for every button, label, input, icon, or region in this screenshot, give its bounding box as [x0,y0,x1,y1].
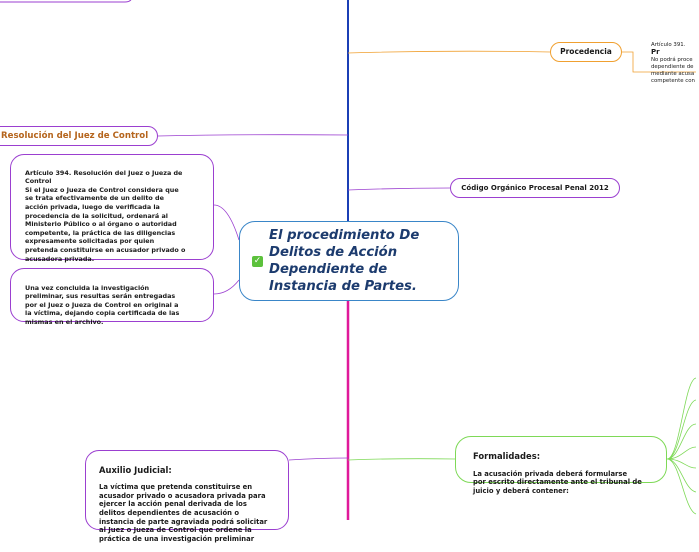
art391-body: No podrá proce dependiente de mediante acusa competente con [651,57,695,84]
investigacion-link [214,280,239,294]
checkmark-icon: ✓ [253,255,262,266]
formalidades-link [348,459,455,460]
central-topic-title: El procedimiento De Delitos de Acción Dependiente de Instancia de Partes. [269,228,420,294]
topic-resolucion-label: Resolución del Juez de Control [1,131,149,141]
topic-procedencia-label: Procedencia [560,47,612,56]
procedencia-link [348,51,550,53]
codigo-label: Código Orgánico Procesal Penal 2012 [461,184,609,192]
formalidades-text: La acusación privada deberá formularse por escrito directamente ante el tribunal de juicio y deberá contener: [473,469,642,495]
art391-strong-text: Pr [651,48,660,56]
formalidades-title: Formalidades: [473,451,541,462]
codigo-link [348,188,450,190]
investigacion-text: Una vez concluida la investigación preliminar, sus resultas serán entregadas por el Juez o Jueza de Control en original a la víctima, dejando copia certificada de las mismas en el archivo. [25,283,180,326]
auxilio-title: Auxilio Judicial: [99,464,172,475]
topic-articulo-391[interactable] [651,35,699,85]
topic-procedencia[interactable] [550,42,622,62]
topic-formalidades[interactable] [455,436,667,495]
art394-text: Artículo 394. Resolución del Juez o Jueza de Control Si el Juez o Jueza de Control considera que se trata efectivamente de un delito de acción privada, luego de verificada la procedencia de la solicitud, ordenará al Ministerio Público o al órgano o autoridad competente, la práctica de las diligencias expresamente solicitadas por quien pretenda constituirse en acusador privado o acusadora privada. [25,168,186,263]
auxilio-link [289,458,348,460]
topic-articulo-394[interactable] [10,154,214,263]
auxilio-text: La víctima que pretenda constituirse en acusador privado o acusadora privada para ejercer la acción penal derivada de los delitos dependientes de acusación o instancia de parte agraviada podrá solicitar al Juez o Jueza de Control que ordene la práctica de una investigación preliminar [99,483,268,543]
art394-link [214,205,239,240]
topic-resolucion-juez[interactable] [0,126,158,146]
topic-investigacion-preliminar[interactable] [10,268,214,326]
topic-auxilio-judicial[interactable] [85,450,289,543]
central-topic-node[interactable] [239,221,459,301]
art391-label: Artículo 391. [651,42,686,48]
resolucion-link [158,135,348,136]
top-left-node-edge [0,0,132,2]
formalidades-children-links [667,378,696,514]
topic-codigo-organico[interactable] [450,178,620,198]
